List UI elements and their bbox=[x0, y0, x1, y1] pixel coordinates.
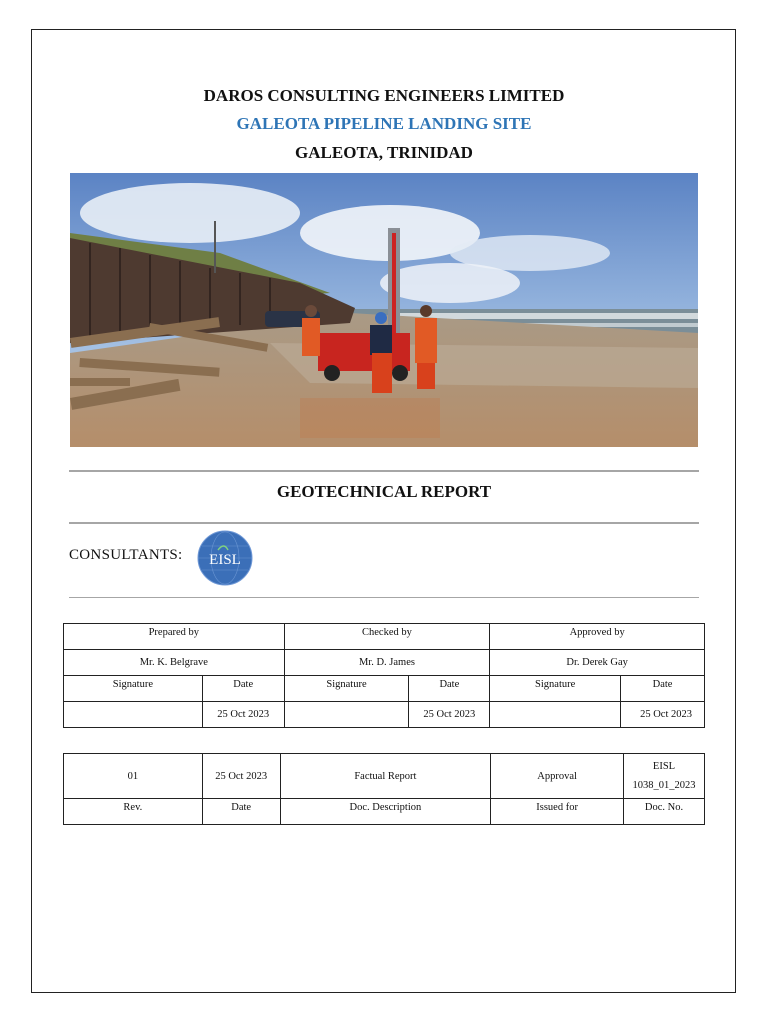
approved-signature bbox=[490, 702, 621, 728]
doc-no-value bbox=[624, 754, 705, 799]
doc-no-line1: EISL bbox=[652, 761, 676, 772]
project-title: GALEOTA PIPELINE LANDING SITE bbox=[236, 114, 532, 133]
rev-date-value: 25 Oct 2023 bbox=[202, 754, 280, 799]
checked-by-header: Checked by bbox=[284, 624, 490, 650]
svg-text:EISL: EISL bbox=[209, 552, 241, 568]
checked-signature bbox=[284, 702, 409, 728]
doc-no-line2: 1038_01_2023 bbox=[632, 780, 696, 791]
doc-no-label: Doc. No. bbox=[624, 799, 705, 825]
prepared-date: 25 Oct 2023 bbox=[202, 702, 284, 728]
doc-description-value: Factual Report bbox=[280, 754, 491, 799]
project-location: GALEOTA, TRINIDAD bbox=[295, 143, 473, 162]
rev-value: 01 bbox=[64, 754, 203, 799]
approved-date: 25 Oct 2023 bbox=[621, 702, 705, 728]
site-photo bbox=[70, 173, 698, 447]
signature-header: Signature bbox=[490, 676, 621, 702]
prepared-signature bbox=[64, 702, 203, 728]
signoff-table bbox=[63, 623, 705, 728]
divider-bottom bbox=[69, 597, 699, 598]
date-header: Date bbox=[621, 676, 705, 702]
issued-for-label: Issued for bbox=[491, 799, 624, 825]
checked-date: 25 Oct 2023 bbox=[409, 702, 490, 728]
consultants-label: CONSULTANTS: bbox=[69, 547, 183, 563]
revision-table bbox=[63, 753, 705, 825]
doc-description-label: Doc. Description bbox=[280, 799, 491, 825]
date-label: Date bbox=[202, 799, 280, 825]
signature-header: Signature bbox=[64, 676, 203, 702]
prepared-by-name: Mr. K. Belgrave bbox=[64, 650, 285, 676]
company-name: DAROS CONSULTING ENGINEERS LIMITED bbox=[203, 86, 565, 105]
signature-header: Signature bbox=[284, 676, 409, 702]
approved-by-header: Approved by bbox=[490, 624, 705, 650]
approved-by-name: Dr. Derek Gay bbox=[490, 650, 705, 676]
report-title: GEOTECHNICAL REPORT bbox=[276, 482, 492, 501]
rev-label: Rev. bbox=[64, 799, 203, 825]
checked-by-name: Mr. D. James bbox=[284, 650, 490, 676]
date-header: Date bbox=[202, 676, 284, 702]
date-header: Date bbox=[409, 676, 490, 702]
eisl-logo bbox=[196, 530, 254, 586]
divider-top bbox=[69, 470, 699, 472]
issued-for-value: Approval bbox=[491, 754, 624, 799]
prepared-by-header: Prepared by bbox=[64, 624, 285, 650]
divider-middle bbox=[69, 522, 699, 524]
